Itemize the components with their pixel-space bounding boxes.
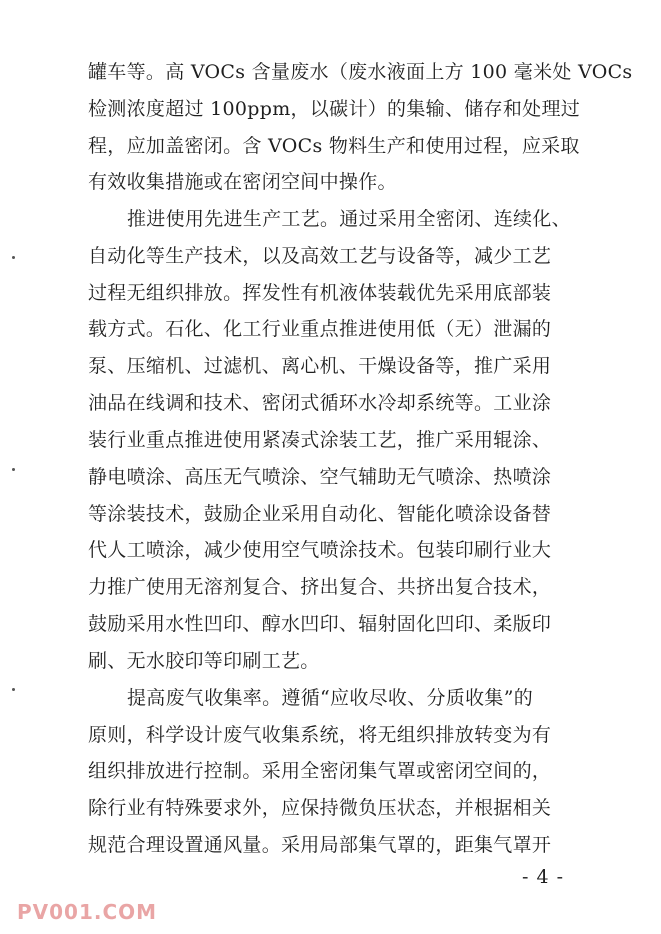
- text-line: 油品在线调和技术、密闭式循环水冷却系统等。工业涂: [88, 392, 552, 414]
- text-line: 力推广使用无溶剂复合、挤出复合、共挤出复合技术，: [88, 576, 552, 598]
- text-line: 罐车等。高 VOCs 含量废水（废水液面上方 100 毫米处 VOCs: [88, 61, 633, 83]
- text-line: 代人工喷涂，减少使用空气喷涂技术。包装印刷行业大: [88, 539, 552, 561]
- text-line: 检测浓度超过 100ppm，以碳计）的集输、储存和处理过: [88, 98, 581, 120]
- scan-speck: [12, 688, 15, 691]
- watermark: PV001.COM: [17, 900, 158, 924]
- text-line: 规范合理设置通风量。采用局部集气罩的，距集气罩开: [88, 834, 552, 856]
- text-line: 自动化等生产技术，以及高效工艺与设备等，减少工艺: [88, 245, 552, 267]
- text-line: 原则，科学设计废气收集系统，将无组织排放转变为有: [88, 724, 552, 746]
- text-line: 有效收集措施或在密闭空间中操作。: [88, 171, 397, 193]
- scan-speck: [12, 468, 15, 471]
- paragraph-start-line: 提高废气收集率。遵循“应收尽收、分质收集”的: [127, 687, 534, 709]
- text-line: 刷、无水胶印等印刷工艺。: [88, 650, 320, 672]
- text-line: 载方式。石化、化工行业重点推进使用低（无）泄漏的: [88, 318, 552, 340]
- text-line: 等涂装技术，鼓励企业采用自动化、智能化喷涂设备替: [88, 503, 552, 525]
- scan-speck: [12, 256, 15, 259]
- text-line: 过程无组织排放。挥发性有机液体装载优先采用底部装: [88, 282, 552, 304]
- paragraph-start-line: 推进使用先进生产工艺。通过采用全密闭、连续化、: [127, 208, 571, 230]
- text-line: 程，应加盖密闭。含 VOCs 物料生产和使用过程，应采取: [88, 135, 580, 157]
- text-line: 装行业重点推进使用紧凑式涂装工艺，推广采用辊涂、: [88, 429, 552, 451]
- text-line: 泵、压缩机、过滤机、离心机、干燥设备等，推广采用: [88, 355, 552, 377]
- text-line: 静电喷涂、高压无气喷涂、空气辅助无气喷涂、热喷涂: [88, 466, 552, 488]
- text-line: 组织排放进行控制。采用全密闭集气罩或密闭空间的，: [88, 760, 552, 782]
- text-line: 鼓励采用水性凹印、醇水凹印、辐射固化凹印、柔版印: [88, 613, 552, 635]
- text-line: 除行业有特殊要求外，应保持微负压状态，并根据相关: [88, 797, 552, 819]
- page-number: - 4 -: [522, 866, 565, 888]
